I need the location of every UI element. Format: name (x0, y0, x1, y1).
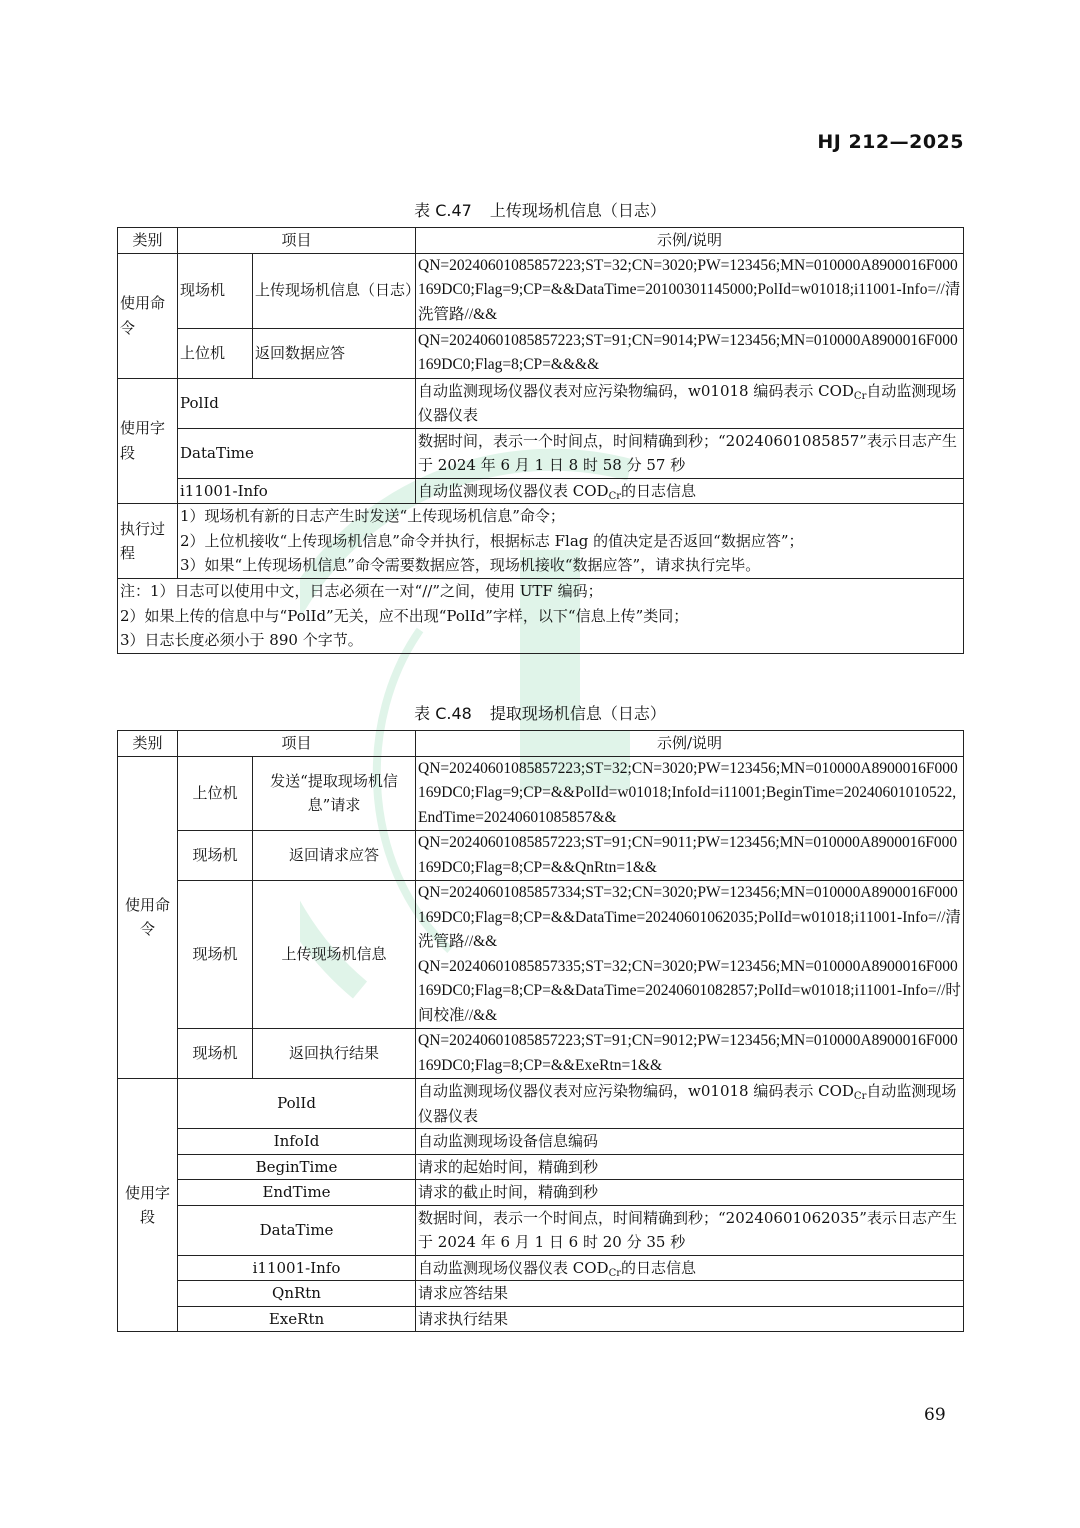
category-fields: 使用字段 (118, 1079, 178, 1332)
field-desc: 自动监测现场仪器仪表 $COD_{Cr}$的日志信息 (416, 1255, 964, 1281)
header-example: 示例/说明 (416, 228, 964, 254)
table-header-row (118, 228, 964, 254)
table-row (118, 1154, 964, 1180)
cmd-party: 现场机 (178, 253, 253, 328)
cmd-action: 返回数据应答 (253, 328, 416, 378)
category-commands: 使用命令 (118, 756, 178, 1079)
field-desc: 数据时间，表示一个时间点，时间精确到秒；“20240601085857”表示日志产生于 2024 年 6 月 1 日 8 时 58 分 57 秒 (416, 428, 964, 478)
field-name: i11001-Info (178, 1255, 416, 1281)
field-name: DataTime (178, 1205, 416, 1255)
cmd-example: QN=20240601085857223;ST=91;CN=9012;PW=123456;MN=010000A8900016F000169DC0;Flag=8;CP=&&ExeRtn=1&& (416, 1029, 964, 1079)
table-row (118, 756, 964, 831)
cmd-party: 现场机 (178, 831, 253, 881)
table-row (118, 328, 964, 378)
cmd-party: 上位机 (178, 756, 253, 831)
caption-title: 提取现场机信息（日志） (489, 704, 666, 723)
field-name: DataTime (178, 428, 416, 478)
field-desc: 数据时间，表示一个时间点，时间精确到秒；“20240601062035”表示日志产生于 2024 年 6 月 1 日 6 时 20 分 35 秒 (416, 1205, 964, 1255)
field-desc: 请求应答结果 (416, 1281, 964, 1307)
table-row (118, 881, 964, 1029)
table-row (118, 1205, 964, 1255)
field-desc: 自动监测现场仪器仪表对应污染物编码，w01018 编码表示 $COD_{Cr}$自动监测现场仪器仪表 (416, 1079, 964, 1129)
category-process: 执行过程 (118, 504, 178, 579)
field-desc: 请求的截止时间，精确到秒 (416, 1180, 964, 1206)
field-name: PolId (178, 1079, 416, 1129)
header-category: 类别 (118, 731, 178, 757)
cmd-example: QN=20240601085857223;ST=91;CN=9014;PW=123456;MN=010000A8900016F000169DC0;Flag=8;CP=&&&& (416, 328, 964, 378)
cmd-party: 现场机 (178, 1029, 253, 1079)
cmd-action: 上传现场机信息 (253, 881, 416, 1029)
cmd-example: QN=20240601085857223;ST=91;CN=9011;PW=123456;MN=010000A8900016F000169DC0;Flag=8;CP=&&QnRtn=1&& (416, 831, 964, 881)
cmd-action: 上传现场机信息（日志） (253, 253, 416, 328)
field-name: InfoId (178, 1129, 416, 1155)
header-item: 项目 (178, 228, 416, 254)
notes (118, 579, 964, 654)
caption-title: 上传现场机信息（日志） (489, 201, 666, 220)
table-row (118, 378, 964, 428)
process-step: 1）现场机有新的日志产生时发送“上传现场机信息”命令； (180, 507, 565, 526)
caption-number: 表 C.48 (414, 704, 472, 723)
cmd-example: QN=20240601085857223;ST=32;CN=3020;PW=123456;MN=010000A8900016F000169DC0;Flag=9;CP=&&DataTime=20100301145000;PolId=w01018;i11001-Info=//清洗管路//&& (416, 253, 964, 328)
cmd-action: 发送“提取现场机信息”请求 (253, 756, 416, 831)
cmd-example-line: QN=20240601085857335;ST=32;CN=3020;PW=123456;MN=010000A8900016F000169DC0;Flag=8;CP=&&DataTime=20240601082857;PolId=w01018;i11001-Info=//时间校准//&& (418, 957, 961, 1024)
table-caption-c48 (0, 701, 1080, 724)
document-code: HJ 212—2025 (817, 131, 964, 153)
field-name: PolId (178, 378, 416, 428)
field-name: ExeRtn (178, 1306, 416, 1332)
table-caption-c47 (0, 198, 1080, 221)
table-row (118, 831, 964, 881)
cmd-party: 现场机 (178, 881, 253, 1029)
field-name: QnRtn (178, 1281, 416, 1307)
header-category: 类别 (118, 228, 178, 254)
field-desc: 自动监测现场设备信息编码 (416, 1129, 964, 1155)
cmd-example: QN=20240601085857223;ST=32;CN=3020;PW=123456;MN=010000A8900016F000169DC0;Flag=9;CP=&&PolId=w01018;InfoId=i11001;BeginTime=20240601010522,EndTime=20240601085857&& (416, 756, 964, 831)
note-line: 2）如果上传的信息中与“PolId”无关，应不出现“PolId”字样，以下“信息上传”类同； (120, 606, 689, 625)
table-c48 (117, 730, 964, 1332)
field-desc: 请求的起始时间，精确到秒 (416, 1154, 964, 1180)
category-commands: 使用命令 (118, 253, 178, 378)
field-desc: 请求执行结果 (416, 1306, 964, 1332)
table-row (118, 579, 964, 654)
field-desc: 自动监测现场仪器仪表 $COD_{Cr}$的日志信息 (416, 478, 964, 504)
cmd-action: 返回执行结果 (253, 1029, 416, 1079)
cmd-example-line: QN=20240601085857334;ST=32;CN=3020;PW=123456;MN=010000A8900016F000169DC0;Flag=8;CP=&&DataTime=20240601062035;PolId=w01018;i11001-Info=//清洗管路//&& (418, 884, 961, 950)
table-row (118, 478, 964, 504)
table-row (118, 1079, 964, 1129)
page-number: 69 (924, 1405, 946, 1425)
note-line: 注：1）日志可以使用中文，日志必须在一对“//”之间，使用 UTF 编码； (120, 582, 603, 601)
table-c47 (117, 227, 964, 654)
table-row (118, 1129, 964, 1155)
cmd-example (416, 881, 964, 1029)
process-step: 2）上位机接收“上传现场机信息”命令并执行，根据标志 Flag 的值决定是否返回“数据应答”； (180, 531, 804, 550)
cmd-action: 返回请求应答 (253, 831, 416, 881)
table-row (118, 253, 964, 328)
field-name: EndTime (178, 1180, 416, 1206)
table-header-row (118, 731, 964, 757)
table-row (118, 1180, 964, 1206)
table-row (118, 1281, 964, 1307)
process-steps (178, 504, 964, 579)
table-row (118, 1029, 964, 1079)
header-example: 示例/说明 (416, 731, 964, 757)
cmd-party: 上位机 (178, 328, 253, 378)
note-line: 3）日志长度必须小于 890 个字节。 (120, 631, 363, 650)
table-row (118, 1255, 964, 1281)
caption-number: 表 C.47 (414, 201, 472, 220)
table-row (118, 504, 964, 579)
table-row (118, 428, 964, 478)
category-fields: 使用字段 (118, 378, 178, 504)
field-name: i11001-Info (178, 478, 416, 504)
field-name: BeginTime (178, 1154, 416, 1180)
field-desc: 自动监测现场仪器仪表对应污染物编码，w01018 编码表示 $COD_{Cr}$自动监测现场仪器仪表 (416, 378, 964, 428)
header-item: 项目 (178, 731, 416, 757)
table-row (118, 1306, 964, 1332)
process-step: 3）如果“上传现场机信息”命令需要数据应答，现场机接收“数据应答”，请求执行完毕。 (180, 556, 761, 575)
